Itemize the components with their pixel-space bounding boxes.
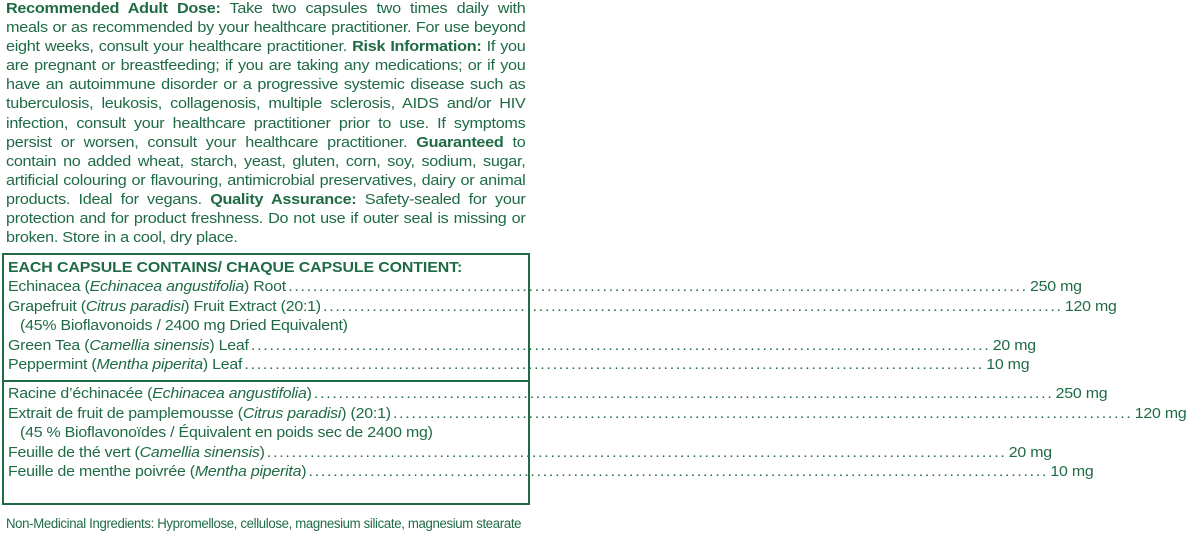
ingredient-row xyxy=(8,385,1108,404)
ingredient-amount: 120 mg xyxy=(1134,405,1187,422)
ingredient-part: ) (20:1) xyxy=(341,405,391,422)
dot-leader: ........................................................................................................................ xyxy=(323,298,1063,315)
ingredient-amount: 20 mg xyxy=(1008,444,1052,461)
ingredient-part: ) xyxy=(301,464,307,481)
ingredient-part: ) xyxy=(306,386,312,403)
ingredient-amount: 20 mg xyxy=(992,337,1036,354)
quality-heading: Quality Assurance: xyxy=(210,191,357,208)
panel-heading: EACH CAPSULE CONTAINS/ CHAQUE CAPSULE CONTIENT: xyxy=(8,260,463,276)
ingredient-common-name: Racine d’échinacée ( xyxy=(8,386,153,403)
ingredient-latin-name: Camellia sinensis xyxy=(139,444,260,461)
ingredient-name xyxy=(8,278,286,297)
dot-leader: ........................................................................................................................ xyxy=(266,444,1007,461)
dot-leader: ........................................................................................................................ xyxy=(288,279,1028,296)
ingredient-amount: 250 mg xyxy=(1030,279,1082,296)
english-ingredient-list xyxy=(8,278,1117,375)
ingredient-common-name: Extrait de fruit de pamplemousse ( xyxy=(8,405,243,422)
ingredient-row xyxy=(8,298,1117,317)
dot-leader: ........................................................................................................................ xyxy=(313,386,1054,403)
ingredient-common-name: Grapefruit ( xyxy=(8,298,86,315)
ingredient-latin-name: Mentha piperita xyxy=(194,464,302,481)
ingredient-note: (45% Bioflavonoids / 2400 mg Dried Equivalent) xyxy=(19,318,348,335)
ingredient-amount: 120 mg xyxy=(1064,298,1117,315)
ingredient-amount: 10 mg xyxy=(1050,464,1094,481)
ingredient-name xyxy=(8,444,265,463)
ingredient-row xyxy=(8,463,1094,482)
ingredient-row xyxy=(8,356,1030,375)
ingredient-common-name: Echinacea ( xyxy=(8,279,90,296)
ingredient-name xyxy=(8,405,391,424)
ingredient-common-name: Feuille de thé vert ( xyxy=(8,444,140,461)
dot-leader: ........................................................................................................................ xyxy=(308,464,1049,481)
dose-and-risk-paragraph xyxy=(6,0,525,248)
ingredient-common-name: Feuille de menthe poivrée ( xyxy=(8,464,195,481)
dot-leader: ........................................................................................................................ xyxy=(244,357,985,374)
ingredient-name xyxy=(8,385,312,404)
ingredient-row xyxy=(8,405,1187,424)
ingredient-row xyxy=(8,444,1052,463)
risk-heading: Risk Information: xyxy=(352,39,482,56)
ingredient-part: ) xyxy=(259,444,265,461)
dose-text: Take two capsules two times daily with meals or as recommended by your healthcare practitioner. For use beyond eight weeks, consult your healthcare practitioner. xyxy=(6,1,526,56)
ingredient-name xyxy=(8,337,249,356)
ingredient-amount: 10 mg xyxy=(986,357,1030,374)
ingredient-name xyxy=(8,298,321,317)
ingredient-part: ) Leaf xyxy=(202,357,243,374)
ingredient-part: ) Root xyxy=(244,279,287,296)
ingredient-latin-name: Echinacea angustifolia xyxy=(89,279,245,296)
quality-text: Safety-sealed for your protection and for product freshness. Do not use if outer seal is missing or broken. Store in a cool, dry place. xyxy=(6,191,526,247)
ingredients-panel xyxy=(2,253,1187,505)
ingredient-latin-name: Mentha piperita xyxy=(96,357,203,374)
ingredient-common-name: Peppermint ( xyxy=(8,357,97,374)
ingredient-latin-name: Echinacea angustifolia xyxy=(152,386,307,403)
dot-leader: ........................................................................................................................ xyxy=(392,405,1133,422)
ingredient-part: ) Leaf xyxy=(209,337,249,354)
ingredient-note: (45 % Bioflavonoïdes / Équivalent en poids sec de 2400 mg) xyxy=(19,425,433,442)
ingredient-latin-name: Camellia sinensis xyxy=(89,337,210,354)
ingredient-latin-name: Citrus paradisi xyxy=(242,405,342,422)
ingredient-name xyxy=(8,356,242,375)
non-medicinal-ingredients: Non-Medicinal Ingredients: Hypromellose, cellulose, magnesium silicate, magnesium stearate xyxy=(6,516,522,531)
panel-divider xyxy=(4,380,530,382)
ingredient-row xyxy=(8,278,1082,297)
ingredient-part: ) Fruit Extract (20:1) xyxy=(184,298,321,315)
guaranteed-text: to contain no added wheat, starch, yeast, gluten, corn, soy, sodium, sugar, artificial colouring or flavouring, antimicrobial preservatives, dairy or animal products. Ideal for vegans. xyxy=(6,134,526,208)
ingredient-latin-name: Citrus paradisi xyxy=(85,298,185,315)
risk-text: If you are pregnant or breastfeeding; if you are taking any medications; or if you have an autoimmune disorder or a progressive systemic disease such as tuberculosis, leukosis, collagenosis, multiple sclerosis, AIDS and/or HIV infection, consult your healthcare practitioner prior to use. If symptoms persist or worsen, consult your healthcare practitioner. xyxy=(6,39,526,151)
dose-heading: Recommended Adult Dose: xyxy=(6,1,221,17)
ingredient-amount: 250 mg xyxy=(1055,386,1108,403)
ingredient-common-name: Green Tea ( xyxy=(8,337,90,354)
ingredient-row xyxy=(8,337,1036,356)
ingredient-name xyxy=(8,463,306,482)
french-ingredient-list xyxy=(8,385,1187,482)
guaranteed-heading: Guaranteed xyxy=(416,134,504,151)
dot-leader: ........................................................................................................................ xyxy=(250,337,991,354)
